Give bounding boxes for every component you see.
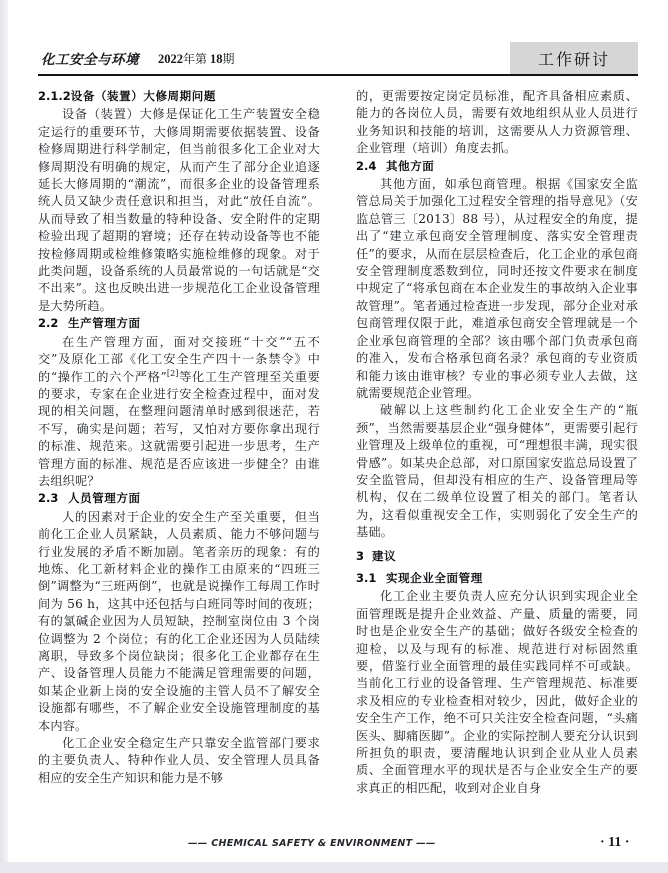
column-left: [38, 88, 320, 828]
issue-line: [158, 50, 235, 67]
column-tag-badge: 工作研讨: [510, 42, 638, 74]
paragraph-2-4-second: 破解以上这些制约化工企业安全生产的“瓶颈”，当然需要基层企业“强身健体”，更需要引起行业管理及上级单位的重视，可“理想很丰满，现实很骨感”。如某央企总部，对口原国家安监总局设置了安全监管局，但却没有相应的生产、设备管理局等机构，仅在二级单位设置了相关的部门。笔者认为，这看似重视安全工作，实则弱化了安全生产的基础。: [356, 403, 638, 540]
footer-journal-name-en: —— CHEMICAL SAFETY & ENVIRONMENT ——: [188, 838, 436, 849]
paragraph-2-1-2: 设备（装置）大修是保证化工生产装置安全稳定运行的重要环节，大修周期需要依据装置、设备检修周期进行科学制定，但当前很多化工企业对大修周期没有明确的规定，从而产生了部分企业追逐延长大修周期的“潮流”，而很多企业的设备管理系统人员又缺少责任意识和担当，对此“放任自流”。从而导致了相当数量的特种设备、安全附件的定期检验出现了超期的窘境；还存在转动设备等也不能按检修周期或检维修策略实施检维修的现象。对于此类问题，设备系统的人员最常说的一句话就是“交不出来”。这也反映出进一步规范化工企业设备管理是大势所趋。: [38, 107, 320, 313]
issue-year-suffix: 年第: [183, 52, 208, 66]
page-footer: [38, 835, 638, 858]
heading-2-3: [38, 490, 320, 507]
heading-2-3-number: 2.3: [38, 491, 59, 506]
heading-3: [356, 548, 638, 565]
issue-number-suffix: 期: [222, 52, 235, 66]
issue-year: 2022: [158, 52, 183, 66]
paragraph-carryover: 的，更需要按定岗定员标准，配齐具备相应素质、能力的各岗位人员，需要有效地组织从业人员进行业务知识和技能的培训，这需要从人力资源管理、企业管理（培训）角度去抓。: [356, 89, 638, 156]
heading-2-3-title: 人员管理方面: [68, 491, 141, 506]
heading-2-1-2-title: 设备（装置）大修周期问题: [70, 89, 216, 103]
page-left-gutter-shadow: [0, 0, 8, 862]
running-head: [38, 46, 638, 76]
journal-title: 化工安全与环境: [41, 52, 139, 68]
heading-2-2-title: 生产管理方面: [68, 316, 141, 331]
heading-3-title: 建议: [372, 548, 397, 563]
heading-3-1: [356, 570, 638, 587]
heading-2-4-title: 其他方面: [386, 158, 435, 173]
article-body: [38, 88, 638, 828]
paragraph-2-2: [38, 334, 320, 491]
heading-3-1-title: 实现企业全面管理: [386, 570, 483, 585]
issue-number: 18: [210, 52, 223, 66]
reference-marker-2: [2]: [166, 368, 179, 378]
heading-2-2: [38, 315, 320, 332]
document-page: [8, 0, 668, 862]
paragraph-2-4: 其他方面，如承包商管理。根据《国家安全监管总局关于加强化工过程安全管理的指导意见》（安监总管三〔2013〕88 号），从过程安全的角度，提出了“建立承包商安全管理制度、落实安全管理责任”的要求，从而在层层检查后，化工企业的承包商安全管理制度悉数到位，同时还按文件要求在制度中规定了“将承包商在本企业发生的事故纳入企业事故管理”。笔者通过检查进一步发现，部分企业对承包商管理仅限于此，难道承包商安全管理就是一个企业承包商管理的全部？该由哪个部门负责承包商的准入，发布合格承包商名录？承包商的专业资质和能力该由谁审核？专业的事必须专业人去做，这就需要规范企业管理。: [356, 177, 638, 400]
heading-3-number: 3: [356, 548, 365, 563]
heading-3-1-number: 3.1: [356, 570, 377, 585]
heading-2-4-number: 2.4: [356, 158, 377, 173]
heading-2-1-2-number: 2.1.2: [38, 89, 71, 103]
heading-2-1-2: [38, 88, 320, 105]
heading-2-2-number: 2.2: [38, 316, 59, 331]
paragraph-2-2-part-a: 在生产管理方面，面对交接班“十交”“五不交”及原化工部《化工安全生产四十一条禁令》中的“操作工的六个严格”: [38, 334, 320, 384]
paragraph-2-3: 人的因素对于企业的安全生产至关重要，但当前化工企业人员紧缺，人员素质、能力不够问题与行业发展的矛盾不断加剧。笔者亲历的现象：有的地炼、化工新材料企业的操作工由原来的“四班三倒”调整为“三班两倒”，也就是说操作工每周工作时间为 56 h，这其中还包括与白班同等时间的夜班；有的氯碱企业因为人员短缺，控制室岗位由 3 个岗位调整为 2 个岗位；有的化工企业还因为人员陆续离职，导致多个岗位缺岗；很多化工企业都存在生产、设备管理人员能力不能满足管理需要的问题，如某企业新上岗的安全设施的主管人员不了解安全设施都有哪些，不了解企业安全设施管理制度的基本内容。: [38, 509, 320, 733]
running-head-rule: [38, 74, 638, 76]
paragraph-2-3-continued: 化工企业安全稳定生产只靠安全监管部门要求的主要负责人、特种作业人员、安全管理人员具备相应的安全生产知识和能力是不够: [38, 736, 320, 785]
column-right: [356, 88, 638, 828]
paragraph-3-1: 化工企业主要负责人应充分认识到实现企业全面管理既是提升企业效益、产量、质量的需要，同时也是企业安全生产的基础；做好各级安全检查的迎检，以及与现有的标准、规范进行对标固然重要，借鉴行业全面管理的最佳实践同样不可或缺。当前化工行业的设备管理、生产管理规范、标准要求及相应的专业检查相对较少，因此，做好企业的安全生产工作，绝不可只关注安全检查问题，“头痛医头、脚痛医脚”。企业的实际控制人要充分认识到所担负的职责，要清醒地认识到企业从业人员素质、全面管理水平的现状是否与企业安全生产的要求真正的相匹配，收到对企业自身: [356, 589, 638, 795]
page-number: · 11 ·: [600, 835, 630, 850]
paragraph-2-2-part-b: 等化工生产管理至关重要的要求，专家在企业进行安全检查过程中，面对发现的相关问题，在整理问题清单时感到很迷茫，若不写，确实是问题；若写，又怕对方要你拿出现行的标准、规范来。这就需要引起进一步思考，生产管理方面的标准、规范是否应该进一步健全？由谁去组织呢？: [38, 369, 320, 488]
heading-2-4: [356, 158, 638, 175]
